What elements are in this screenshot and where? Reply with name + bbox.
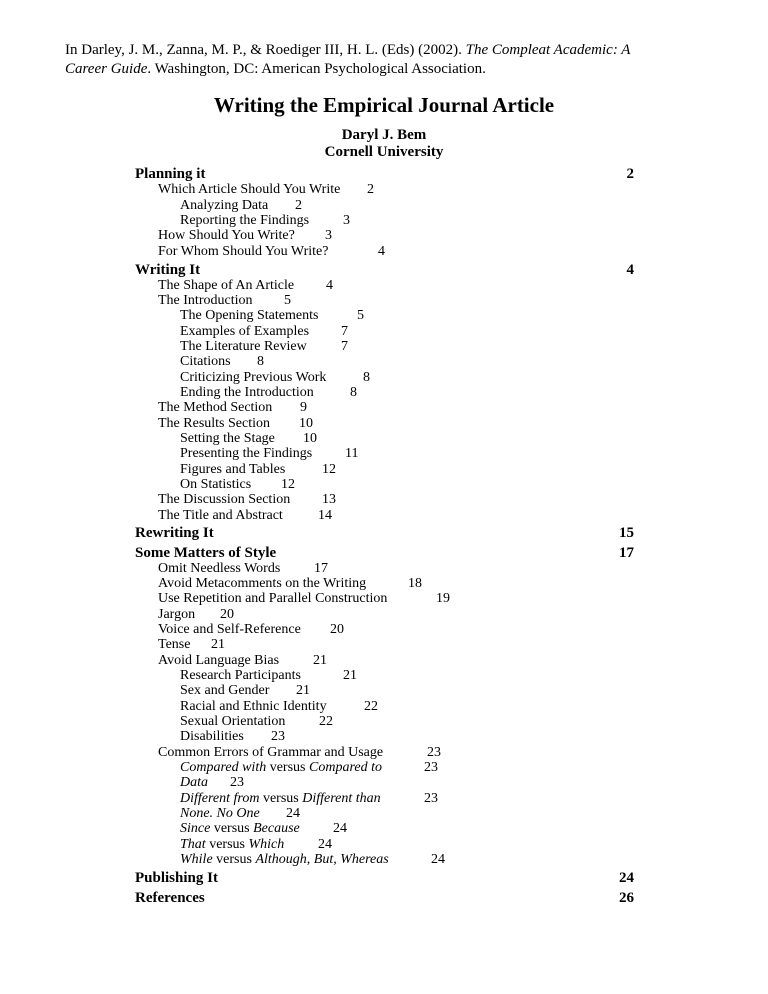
toc-entry[interactable]: The Introduction [158,293,253,308]
toc-entry[interactable]: Examples of Examples [180,324,310,339]
usage-connector: versus [266,760,309,775]
toc-entry[interactable] [180,775,208,791]
toc-section-page: 2 [626,166,634,182]
toc-entry[interactable]: Racial and Ethnic Identity [180,699,327,714]
toc-entry[interactable]: Omit Needless Words [158,561,281,576]
toc-page: 10 [299,416,313,431]
toc-entry[interactable]: Tense [158,637,191,652]
toc-entry[interactable] [180,791,381,807]
toc-entry[interactable]: On Statistics [180,477,252,492]
toc-page: 21 [211,637,225,652]
usage-term: Data [180,775,208,790]
toc-page: 10 [303,431,317,446]
toc-section-publishing[interactable]: Publishing It [135,870,218,886]
usage-connector: versus [259,791,303,806]
toc-page: 3 [325,228,332,243]
toc-entry[interactable]: The Results Section [158,416,270,431]
toc-entry[interactable]: For Whom Should You Write? [158,244,329,259]
toc-page: 20 [220,607,234,622]
toc-page: 13 [322,492,336,507]
toc-page: 23 [424,760,438,775]
usage-term: But [313,852,334,867]
toc-section-planning[interactable]: Planning it [135,166,206,182]
toc-page: 14 [318,508,332,523]
usage-term: Although [255,852,307,867]
toc-page: 18 [408,576,422,591]
toc-entry[interactable]: Avoid Language Bias [158,653,280,668]
toc-section-page: 15 [619,525,634,541]
toc-page: 23 [427,745,441,760]
toc-page: 5 [284,293,291,308]
usage-term: Because [253,821,300,836]
toc-entry[interactable] [180,806,260,822]
usage-term: None. No One [180,806,260,821]
author-affiliation: Cornell University [324,144,444,160]
toc-page: 21 [296,683,310,698]
citation-text: In Darley, J. M., Zanna, M. P., & Roediger III, H. L. (Eds) (2002). [65,42,466,58]
citation-publisher: . Washington, DC: American Psychological Association. [147,61,486,77]
toc-section-page: 17 [619,545,634,561]
toc-page: 22 [364,699,378,714]
author-name: Daryl J. Bem [341,127,427,143]
toc-page: 24 [431,852,445,867]
usage-connector: , [306,852,314,867]
toc-page: 11 [345,446,359,461]
toc-page: 12 [322,462,336,477]
toc-entry[interactable]: Voice and Self-Reference [158,622,301,637]
toc-section-writing[interactable]: Writing It [135,262,201,278]
toc-section-references[interactable]: References [135,890,205,906]
toc-page: 8 [350,385,357,400]
toc-entry[interactable]: The Shape of An Article [158,278,295,293]
usage-term: Whereas [340,852,389,867]
toc-entry[interactable]: Presenting the Findings [180,446,313,461]
usage-term: Compared to [309,760,382,775]
toc-page: 7 [341,324,348,339]
toc-entry[interactable]: Use Repetition and Parallel Construction [158,591,388,606]
toc-entry[interactable]: Research Participants [180,668,301,683]
toc-page: 2 [295,198,302,213]
usage-term: That [180,837,206,852]
toc-entry[interactable]: The Opening Statements [180,308,319,323]
toc-page: 5 [357,308,364,323]
usage-term: Compared with [180,760,267,775]
toc-section-rewriting[interactable]: Rewriting It [135,525,214,541]
toc-entry[interactable]: Disabilities [180,729,244,744]
toc-page: 19 [436,591,450,606]
toc-page: 7 [341,339,348,354]
toc-entry[interactable]: Which Article Should You Write [158,182,341,197]
usage-term: Which [248,837,285,852]
toc-entry[interactable] [180,760,382,776]
toc-section-page: 26 [619,890,634,906]
toc-entry[interactable]: Avoid Metacomments on the Writing [158,576,367,591]
usage-term: Different from [180,791,260,806]
toc-entry[interactable]: Citations [180,354,231,369]
toc-page: 24 [318,837,332,852]
book-title-cont: Career Guide [65,61,148,77]
toc-page: 2 [367,182,374,197]
toc-entry[interactable]: The Discussion Section [158,492,291,507]
usage-term: Different than [302,791,381,806]
toc-entry[interactable]: Jargon [158,607,196,622]
toc-page: 21 [343,668,357,683]
article-title: Writing the Empirical Journal Article [213,93,555,117]
toc-entry[interactable]: Reporting the Findings [180,213,310,228]
toc-entry[interactable] [180,852,389,868]
toc-entry[interactable]: The Title and Abstract [158,508,283,523]
toc-page: 23 [271,729,285,744]
toc-entry[interactable]: Figures and Tables [180,462,286,477]
toc-page: 8 [363,370,370,385]
toc-entry[interactable] [180,837,284,853]
toc-page: 21 [313,653,327,668]
toc-entry[interactable]: Analyzing Data [180,198,269,213]
toc-page: 23 [424,791,438,806]
toc-page: 4 [378,244,385,259]
toc-entry[interactable]: The Method Section [158,400,273,415]
toc-entry[interactable] [180,821,300,837]
toc-page: 8 [257,354,264,369]
toc-section-style[interactable]: Some Matters of Style [135,545,277,561]
usage-connector: , [333,852,341,867]
toc-page: 22 [319,714,333,729]
toc-page: 9 [300,400,307,415]
usage-term: Since [180,821,211,836]
toc-entry[interactable]: Criticizing Previous Work [180,370,327,385]
toc-entry[interactable]: Ending the Introduction [180,385,314,400]
toc-section-page: 4 [626,262,634,278]
toc-page: 12 [281,477,295,492]
toc-page: 24 [333,821,347,836]
usage-connector: versus [205,837,249,852]
toc-page: 17 [314,561,328,576]
toc-entry[interactable]: Sex and Gender [180,683,270,698]
book-title: The Compleat Academic: A [465,42,631,58]
usage-term: While [180,852,213,867]
toc-entry[interactable]: How Should You Write? [158,228,295,243]
toc-page: 4 [326,278,333,293]
toc-section-page: 24 [619,870,634,886]
toc-entry[interactable]: Sexual Orientation [180,714,286,729]
toc-entry[interactable]: Setting the Stage [180,431,275,446]
toc-entry[interactable]: The Literature Review [180,339,307,354]
usage-connector: versus [212,852,256,867]
toc-entry[interactable]: Common Errors of Grammar and Usage [158,745,384,760]
usage-connector: versus [210,821,254,836]
toc-page: 24 [286,806,300,821]
toc-page: 23 [230,775,244,790]
toc-page: 3 [343,213,350,228]
toc-page: 20 [330,622,344,637]
